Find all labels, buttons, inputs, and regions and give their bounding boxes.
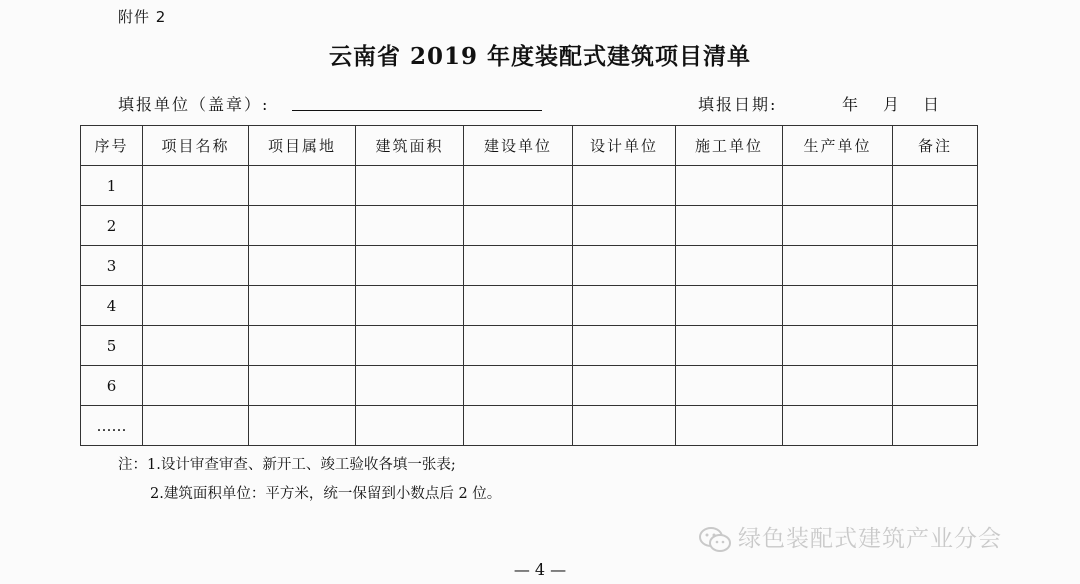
empty-cell[interactable] (464, 366, 573, 406)
date-day-label: 日 (923, 95, 940, 114)
note-line-1: 注：1.设计审查审查、新开工、竣工验收各填一张表; (118, 457, 456, 473)
empty-cell[interactable] (356, 166, 464, 206)
empty-cell[interactable] (783, 286, 893, 326)
table-row (81, 246, 978, 286)
row-index-cell: …… (81, 406, 143, 446)
empty-cell[interactable] (676, 286, 783, 326)
empty-cell[interactable] (464, 286, 573, 326)
table-body (81, 166, 978, 446)
column-header: 序号 (81, 126, 143, 166)
row-index-cell: 5 (81, 326, 143, 366)
column-header: 设计单位 (573, 126, 676, 166)
column-header: 项目名称 (143, 126, 249, 166)
empty-cell[interactable] (249, 286, 356, 326)
row-index-cell: 2 (81, 206, 143, 246)
empty-cell[interactable] (143, 326, 249, 366)
fill-unit-blank-line (292, 110, 542, 111)
empty-cell[interactable] (573, 246, 676, 286)
empty-cell[interactable] (143, 166, 249, 206)
empty-cell[interactable] (249, 326, 356, 366)
date-year-label: 年 (842, 95, 859, 114)
empty-cell[interactable] (783, 166, 893, 206)
empty-cell[interactable] (356, 326, 464, 366)
empty-cell[interactable] (143, 286, 249, 326)
table-row (81, 326, 978, 366)
notes (118, 451, 501, 509)
empty-cell[interactable] (783, 246, 893, 286)
table-row (81, 206, 978, 246)
empty-cell[interactable] (893, 166, 978, 206)
empty-cell[interactable] (676, 326, 783, 366)
empty-cell[interactable] (143, 246, 249, 286)
row-index-cell: 3 (81, 246, 143, 286)
empty-cell[interactable] (893, 406, 978, 446)
empty-cell[interactable] (464, 166, 573, 206)
empty-cell[interactable] (356, 366, 464, 406)
empty-cell[interactable] (783, 326, 893, 366)
column-header: 项目属地 (249, 126, 356, 166)
empty-cell[interactable] (573, 326, 676, 366)
wechat-icon (698, 526, 732, 554)
date-month-label: 月 (883, 95, 900, 114)
column-header: 备注 (893, 126, 978, 166)
table-row (81, 166, 978, 206)
empty-cell[interactable] (573, 166, 676, 206)
watermark-text: 绿色装配式建筑产业分会 (738, 526, 1002, 552)
empty-cell[interactable] (356, 286, 464, 326)
empty-cell[interactable] (893, 246, 978, 286)
empty-cell[interactable] (676, 206, 783, 246)
empty-cell[interactable] (464, 326, 573, 366)
empty-cell[interactable] (783, 206, 893, 246)
empty-cell[interactable] (249, 406, 356, 446)
column-header: 生产单位 (783, 126, 893, 166)
empty-cell[interactable] (464, 206, 573, 246)
empty-cell[interactable] (143, 406, 249, 446)
empty-cell[interactable] (249, 366, 356, 406)
table-row (81, 366, 978, 406)
empty-cell[interactable] (573, 366, 676, 406)
empty-cell[interactable] (783, 406, 893, 446)
empty-cell[interactable] (676, 166, 783, 206)
empty-cell[interactable] (249, 206, 356, 246)
empty-cell[interactable] (573, 206, 676, 246)
empty-cell[interactable] (464, 246, 573, 286)
column-header: 建筑面积 (356, 126, 464, 166)
empty-cell[interactable] (464, 406, 573, 446)
fill-unit-label: 填报单位（盖章）: (118, 95, 270, 114)
note-line-2: 2.建筑面积单位：平方米，统一保留到小数点后 2 位。 (150, 486, 502, 502)
row-index-cell: 4 (81, 286, 143, 326)
table-header-row (81, 126, 978, 166)
empty-cell[interactable] (893, 206, 978, 246)
empty-cell[interactable] (893, 326, 978, 366)
empty-cell[interactable] (356, 206, 464, 246)
empty-cell[interactable] (676, 246, 783, 286)
empty-cell[interactable] (676, 366, 783, 406)
empty-cell[interactable] (676, 406, 783, 446)
empty-cell[interactable] (249, 166, 356, 206)
empty-cell[interactable] (356, 406, 464, 446)
table-row (81, 286, 978, 326)
fill-date-label: 填报日期: (698, 95, 778, 114)
empty-cell[interactable] (143, 366, 249, 406)
table-row (81, 406, 978, 446)
empty-cell[interactable] (893, 366, 978, 406)
row-index-cell: 6 (81, 366, 143, 406)
column-header: 建设单位 (464, 126, 573, 166)
attachment-label: 附件 2 (118, 8, 167, 26)
empty-cell[interactable] (573, 286, 676, 326)
page-number: — 4 — (513, 560, 567, 579)
empty-cell[interactable] (356, 246, 464, 286)
empty-cell[interactable] (893, 286, 978, 326)
empty-cell[interactable] (249, 246, 356, 286)
empty-cell[interactable] (143, 206, 249, 246)
project-list-table (80, 125, 978, 446)
empty-cell[interactable] (573, 406, 676, 446)
row-index-cell: 1 (81, 166, 143, 206)
document-title: 云南省 2019 年度装配式建筑项目清单 (328, 43, 752, 70)
watermark (698, 520, 1002, 554)
empty-cell[interactable] (783, 366, 893, 406)
column-header: 施工单位 (676, 126, 783, 166)
